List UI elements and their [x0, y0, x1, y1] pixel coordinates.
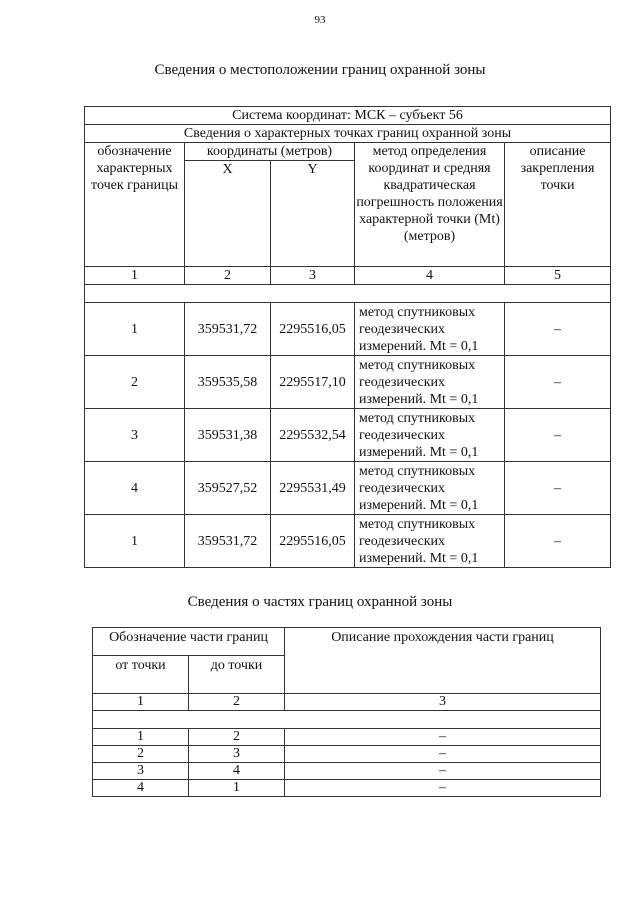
col-fix-header: описание закрепления точки — [505, 143, 611, 267]
to-point: 2 — [189, 729, 285, 746]
coord-x: 359531,38 — [185, 409, 271, 462]
table-row — [93, 729, 601, 746]
coord-y: 2295517,10 — [271, 356, 355, 409]
method: метод спутниковых геодезических измерений. Mt = 0,1 — [355, 515, 505, 568]
part-description: – — [285, 746, 601, 763]
table-row — [85, 303, 611, 356]
col-number: 5 — [505, 267, 611, 285]
to-point: 1 — [189, 780, 285, 797]
coord-y: 2295516,05 — [271, 515, 355, 568]
to-point: 4 — [189, 763, 285, 780]
coord-y: 2295516,05 — [271, 303, 355, 356]
table-row — [93, 746, 601, 763]
col-y-header: Y — [271, 161, 355, 267]
point-id: 2 — [85, 356, 185, 409]
from-point: 3 — [93, 763, 189, 780]
from-point: 4 — [93, 780, 189, 797]
col-point-header: обозначение характерных точек границы — [85, 143, 185, 267]
method: метод спутниковых геодезических измерений. Mt = 0,1 — [355, 303, 505, 356]
coord-y: 2295532,54 — [271, 409, 355, 462]
fix-description: – — [505, 303, 611, 356]
col-to-header: до точки — [189, 656, 285, 694]
point-id: 4 — [85, 462, 185, 515]
coord-x: 359531,72 — [185, 303, 271, 356]
fix-description: – — [505, 515, 611, 568]
col-from-header: от точки — [93, 656, 189, 694]
from-point: 1 — [93, 729, 189, 746]
col-number: 2 — [189, 694, 285, 711]
section-title-boundaries: Сведения о местоположении границ охранной зоны — [154, 62, 486, 78]
method: метод спутниковых геодезических измерений. Mt = 0,1 — [355, 409, 505, 462]
fix-description: – — [505, 356, 611, 409]
coord-system-header: Система координат: МСК – субъект 56 — [85, 107, 611, 125]
coord-x: 359531,72 — [185, 515, 271, 568]
col-number: 1 — [85, 267, 185, 285]
empty-row — [85, 285, 611, 303]
part-description: – — [285, 729, 601, 746]
table-row — [93, 763, 601, 780]
from-point: 2 — [93, 746, 189, 763]
parts-table — [92, 627, 601, 797]
points-table — [84, 106, 611, 568]
table-row — [93, 780, 601, 797]
part-description: – — [285, 763, 601, 780]
method: метод спутниковых геодезических измерений. Mt = 0,1 — [355, 356, 505, 409]
col-number: 2 — [185, 267, 271, 285]
empty-row — [93, 711, 601, 729]
point-id: 1 — [85, 303, 185, 356]
table-row — [85, 409, 611, 462]
col-number: 4 — [355, 267, 505, 285]
col-desc-header: Описание прохождения части границ — [285, 628, 601, 694]
col-number: 3 — [285, 694, 601, 711]
col-x-header: X — [185, 161, 271, 267]
coord-y: 2295531,49 — [271, 462, 355, 515]
point-id: 3 — [85, 409, 185, 462]
part-description: – — [285, 780, 601, 797]
fix-description: – — [505, 409, 611, 462]
table-subtitle: Сведения о характерных точках границ охранной зоны — [85, 125, 611, 143]
col-method-header: метод определения координат и средняя квадратическая погрешность положения характерной точки (Mt) (метров) — [355, 143, 505, 267]
col-number: 3 — [271, 267, 355, 285]
coord-x: 359535,58 — [185, 356, 271, 409]
table-row — [85, 356, 611, 409]
method: метод спутниковых геодезических измерений. Mt = 0,1 — [355, 462, 505, 515]
page-number: 93 — [314, 14, 326, 26]
point-id: 1 — [85, 515, 185, 568]
fix-description: – — [505, 462, 611, 515]
coord-x: 359527,52 — [185, 462, 271, 515]
section-title-parts: Сведения о частях границ охранной зоны — [187, 594, 453, 610]
col-number: 1 — [93, 694, 189, 711]
table-row — [85, 515, 611, 568]
col-parts-header: Обозначение части границ — [93, 628, 285, 656]
col-coords-header: координаты (метров) — [185, 143, 355, 161]
to-point: 3 — [189, 746, 285, 763]
table-row — [85, 462, 611, 515]
